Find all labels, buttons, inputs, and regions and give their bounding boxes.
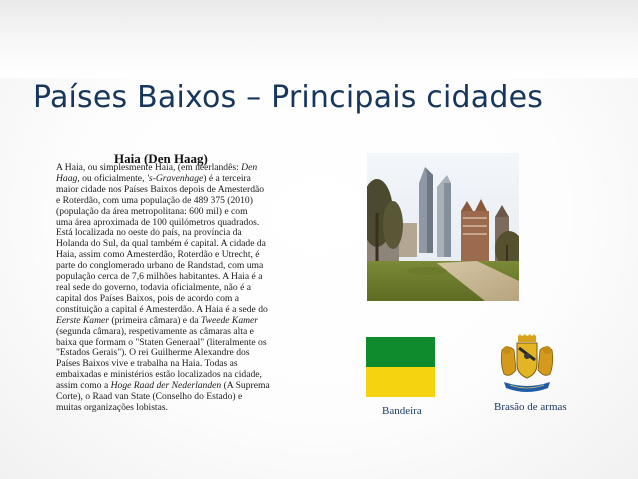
paragraph-italic-segment: Den — [241, 162, 258, 173]
paragraph-segment: (A Suprema — [221, 380, 270, 392]
paragraph-segment: capital dos Países Baixos, pois de acordo com a — [56, 292, 240, 304]
paragraph-segment: assim como a — [56, 380, 111, 392]
paragraph-segment: (população da área metropolitana: 600 mil) e com — [56, 205, 248, 217]
paragraph-segment: maior cidade nos Países Baixos depois de Amesterdão — [56, 183, 265, 195]
paragraph-segment: população cerca de 7,6 milhões habitantes. A Haia é a — [56, 271, 263, 283]
flag-green-stripe — [366, 337, 435, 367]
paragraph-segment: Está localizada no oeste do país, na província da — [56, 227, 242, 239]
paragraph-segment: uma área aproximada de 100 quilómetros quadrados. — [56, 216, 260, 228]
paragraph-italic-segment: Tweede Kamer — [200, 314, 259, 326]
section-subtitle: Haia (Den Haag) — [114, 151, 208, 166]
paragraph-segment: Holanda do Sul, da qual também é capital. A cidade da — [56, 238, 266, 250]
paragraph-segment: Corte), o Raad van State (Conselho do Estado) e — [56, 391, 243, 403]
paragraph-segment: real sede do governo, todavia oficialmente, não é a — [56, 281, 251, 293]
flag-image — [366, 337, 435, 397]
coat-caption: Brasão de armas — [494, 401, 567, 413]
paragraph-segment: A Haia, ou simplesmente Haia, (em neerlandês: — [56, 162, 242, 173]
paragraph-segment: constituição a capital é Amesterdão. A Haia é a sede do — [56, 303, 268, 315]
paragraph-italic-segment: Hoge Raad der Nederlanden — [110, 380, 222, 392]
paragraph-segment: Haia, assim como Amesterdão, Roterdão e Utrecht, é — [56, 249, 260, 261]
flag-caption: Bandeira — [382, 405, 422, 417]
paragraph-segment: (primeira câmara) e da — [109, 314, 201, 326]
paragraph-italic-segment: Eerste Kamer — [56, 314, 110, 326]
slide-title: Países Baixos – Principais cidades — [33, 80, 544, 115]
paragraph-segment: (segunda câmara), respetivamente as câmaras alta e — [56, 325, 254, 337]
paragraph-segment: ) é a terceira — [203, 172, 251, 184]
paragraph-segment: e Roterdão, com uma população de 489 375 (2010) — [56, 194, 253, 206]
paragraph-segment: embaixadas e ministérios estão localizados na cidade, — [56, 369, 262, 381]
paragraph-segment: muitas organizações lobistas. — [56, 401, 168, 413]
paragraph-text — [56, 163, 314, 414]
city-skyline-photo — [367, 153, 519, 301]
paragraph-segment: parte do conglomerado urbano de Randstad, com uma — [56, 260, 264, 272]
paragraph-italic-segment: 's-Gravenhage — [146, 172, 204, 184]
paragraph-line — [56, 403, 314, 414]
paragraph-segment: baixa que formam o "Staten Generaal" (literalmente os — [56, 336, 267, 348]
paragraph-segment: Países Baixos vive e trabalha na Haia. Todas as — [56, 358, 238, 370]
paragraph-italic-segment: Haag — [56, 172, 78, 184]
paragraph-segment: "Estados Gerais"). O rei Guilherme Alexandre dos — [56, 347, 250, 359]
coat-of-arms-image — [498, 334, 556, 398]
paragraph-segment: , ou oficialmente, — [77, 172, 147, 184]
flag-yellow-stripe — [366, 367, 435, 397]
title-band — [0, 0, 638, 78]
